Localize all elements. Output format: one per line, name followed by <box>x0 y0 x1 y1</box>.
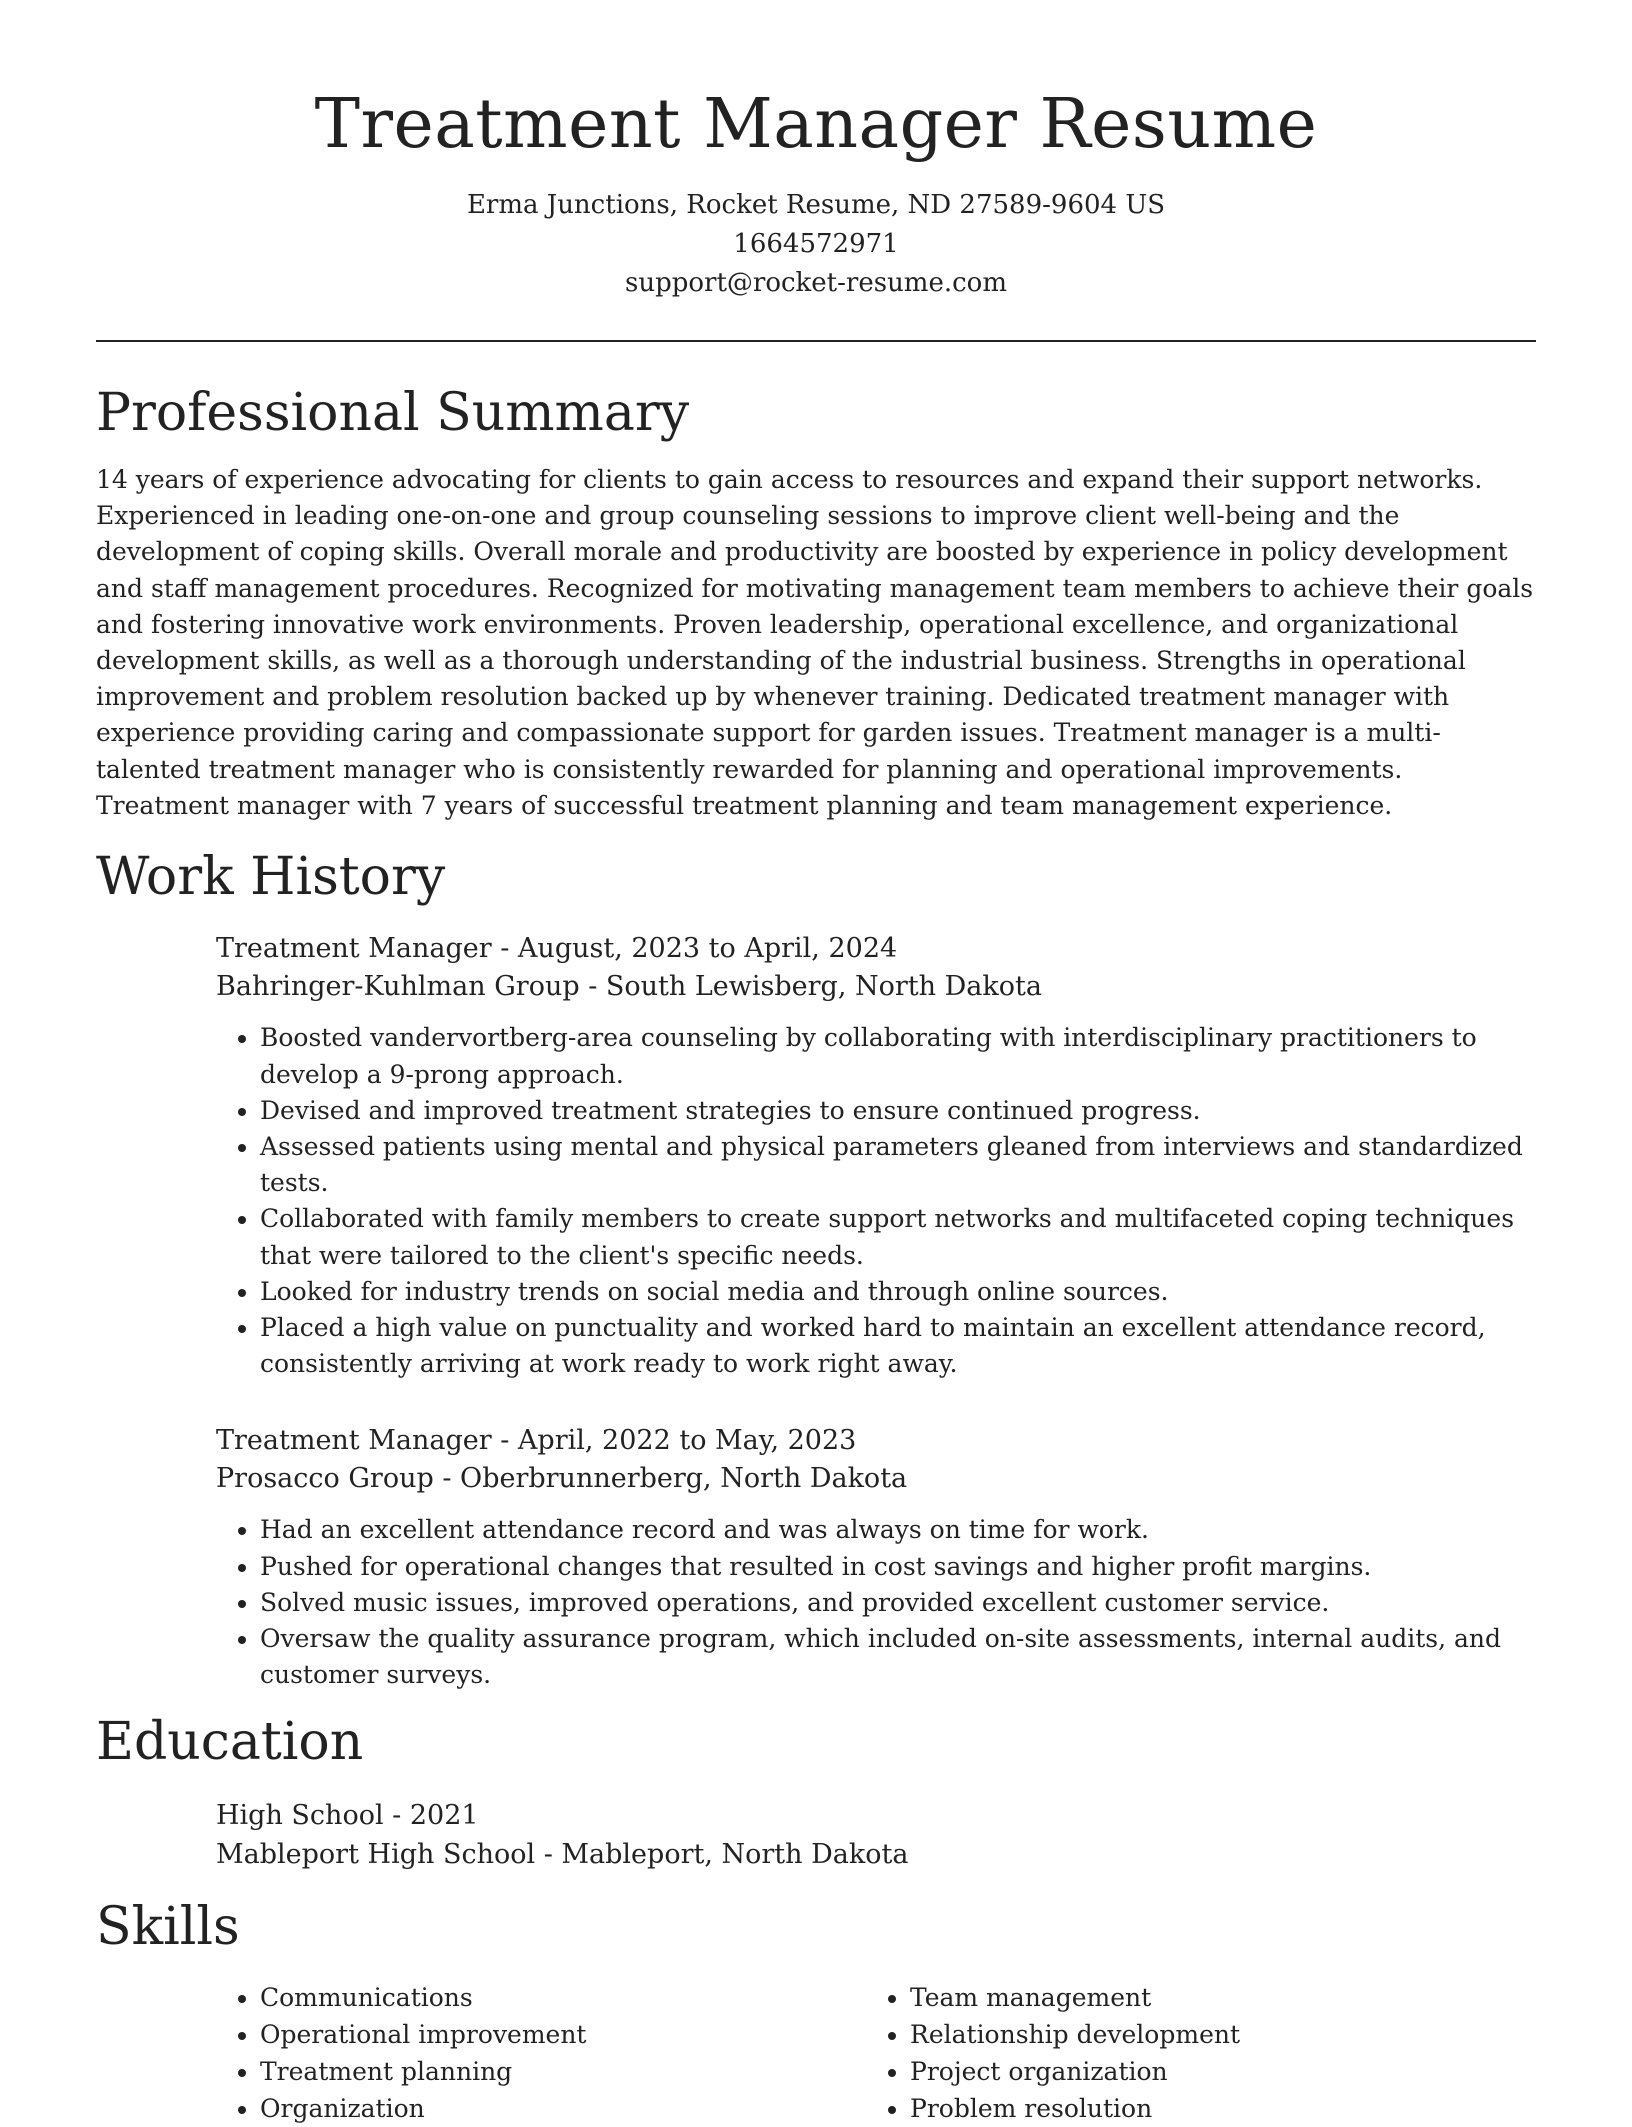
skill-item: • Relationship development <box>910 2017 1516 2054</box>
summary-section <box>96 382 1536 824</box>
education-section <box>96 1711 1536 1873</box>
job-bullet: • Collaborated with family members to create support networks and multifaceted coping techniques that were tailored to the client's specific needs. <box>260 1201 1536 1273</box>
education-school-line: Mableport High School - Mableport, North Dakota <box>216 1838 909 1870</box>
job-bullets <box>216 1512 1536 1693</box>
skill-item: • Operational improvement <box>260 2017 866 2054</box>
skills-section <box>96 1896 1536 2127</box>
job-bullet: • Placed a high value on punctuality and worked hard to maintain an excellent attendance record, consistently arriving at work ready to work right away. <box>260 1310 1536 1382</box>
resume-title: Treatment Manager Resume <box>314 85 1318 164</box>
contact-address: Erma Junctions, Rocket Resume, ND 27589-9604 US <box>466 189 1166 220</box>
job-bullets <box>216 1020 1536 1382</box>
job-bullet: • Assessed patients using mental and physical parameters gleaned from interviews and standardized tests. <box>260 1129 1536 1201</box>
skill-item: • Team management <box>910 1980 1516 2017</box>
job-bullet: • Looked for industry trends on social media and through online sources. <box>260 1274 1536 1310</box>
job-bullet: • Solved music issues, improved operations, and provided excellent customer service. <box>260 1585 1536 1621</box>
contact-email: support@rocket-resume.com <box>624 267 1007 298</box>
work-history-section <box>96 846 1536 1693</box>
work-history-heading: Work History <box>96 847 446 908</box>
skills-list-right <box>866 1980 1516 2127</box>
job-bullet: • Devised and improved treatment strategies to ensure continued progress. <box>260 1093 1536 1129</box>
skills-list-left <box>216 1980 866 2127</box>
summary-text: 14 years of experience advocating for clients to gain access to resources and expand their support networks. Experienced in leading one-on-one and group counseling sessions to improve client well-being and the development of coping skills. Overall morale and productivity are boosted by experience in policy development and staff management procedures. Recognized for motivating management team members to achieve their goals and fostering innovative work environments. Proven leadership, operational excellence, and organizational development skills, as well as a thorough understanding of the industrial business. Strengths in operational improvement and problem resolution backed up by whenever training. Dedicated treatment manager with experience providing caring and compassionate support for garden issues. Treatment manager is a multi-talented treatment manager who is consistently rewarded for planning and operational improvements. Treatment manager with 7 years of successful treatment planning and team management experience. <box>96 464 1534 820</box>
skill-item: • Communications <box>260 1980 866 2017</box>
job-company-line: Bahringer-Kuhlman Group - South Lewisberg, North Dakota <box>216 971 1042 1003</box>
skill-item: • Project organization <box>910 2054 1516 2091</box>
education-heading: Education <box>96 1712 364 1773</box>
skills-columns <box>216 1980 1536 2127</box>
skill-item: • Treatment planning <box>260 2054 866 2091</box>
skills-heading: Skills <box>96 1896 240 1957</box>
job-bullet: • Had an excellent attendance record and was always on time for work. <box>260 1512 1536 1548</box>
contact-phone: 1664572971 <box>733 228 899 259</box>
header-divider <box>96 340 1536 342</box>
job-entry <box>216 1422 1536 1693</box>
job-title-line: Treatment Manager - August, 2023 to April, 2024 <box>216 933 898 965</box>
skill-item: • Problem resolution <box>910 2091 1516 2127</box>
job-entry <box>216 930 1536 1382</box>
job-bullet: • Boosted vandervortberg-area counseling by collaborating with interdisciplinary practitioners to develop a 9-prong approach. <box>260 1020 1536 1092</box>
resume-header <box>96 0 1536 303</box>
education-entry <box>216 1796 1536 1874</box>
skill-item: • Organization <box>260 2091 866 2127</box>
summary-heading: Professional Summary <box>96 382 690 443</box>
contact-block <box>96 186 1536 303</box>
job-bullet: • Oversaw the quality assurance program, which included on-site assessments, internal audits, and customer surveys. <box>260 1621 1536 1693</box>
job-company-line: Prosacco Group - Oberbrunnerberg, North Dakota <box>216 1463 908 1495</box>
job-bullet: • Pushed for operational changes that resulted in cost savings and higher profit margins. <box>260 1549 1536 1585</box>
job-title-line: Treatment Manager - April, 2022 to May, 2023 <box>216 1425 857 1457</box>
education-degree-line: High School - 2021 <box>216 1799 479 1831</box>
